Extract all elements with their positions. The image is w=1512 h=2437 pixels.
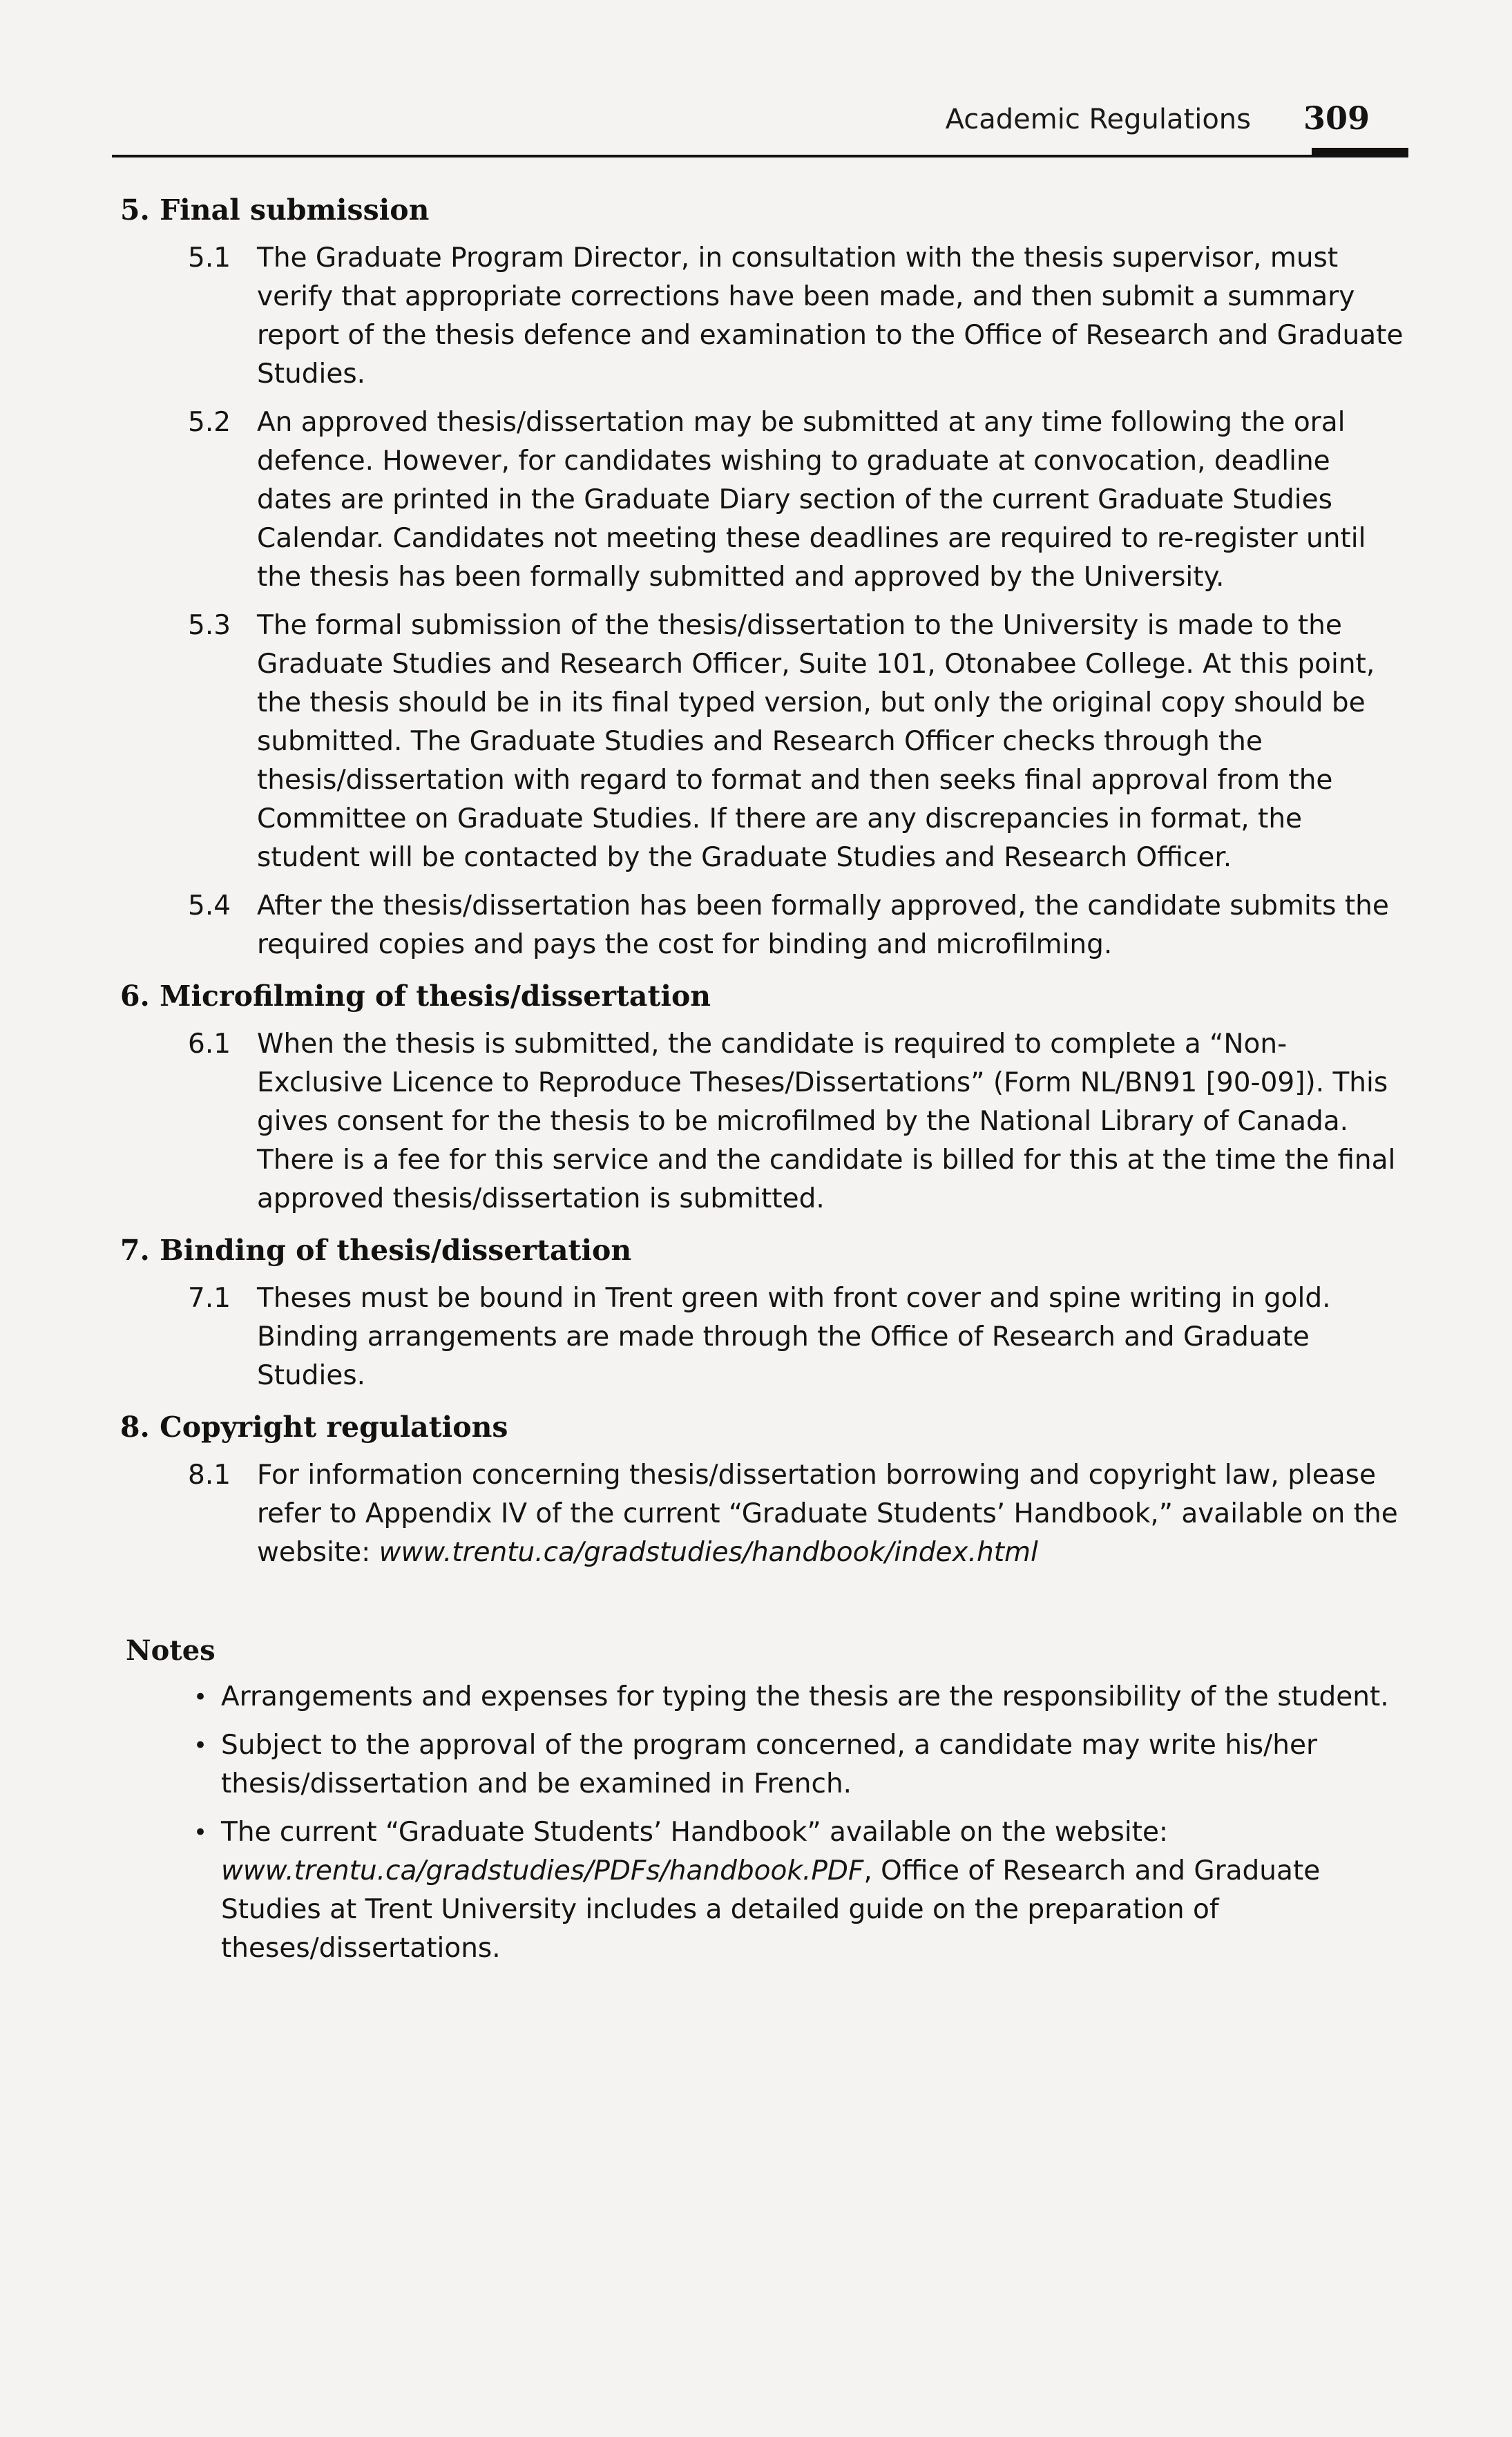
item-text: An approved thesis/dissertation may be submitted at any time following the oral defence. However, for candidates wishing to graduate at convocation, deadline dates are printed in the Graduate Diary section of the current Graduate Studies Calendar. Candidates not meeting these deadlines are required to re-register until the thesis has been formally submitted and approved by the University. bbox=[257, 407, 1366, 593]
section-heading: 5. Final submission bbox=[120, 193, 430, 227]
handbook-index-link[interactable]: www.trentu.ca/gradstudies/handbook/index.html bbox=[379, 1537, 1038, 1568]
item-text bbox=[257, 1456, 1404, 1572]
note-item bbox=[193, 1726, 1410, 1804]
item-number: 5.1 bbox=[188, 242, 231, 274]
handbook-pdf-link[interactable]: www.trentu.ca/gradstudies/PDFs/handbook.PDF bbox=[221, 1855, 864, 1886]
list-item bbox=[188, 403, 1410, 597]
item-number: 5.4 bbox=[188, 890, 231, 921]
item-number: 8.1 bbox=[188, 1460, 231, 1491]
list-item bbox=[188, 239, 1410, 394]
item-text: The formal submission of the thesis/dissertation to the University is made to the Graduate Studies and Research Officer, Suite 101, Otonabee College. At this point, the thesis should be in its final typed version, but only the original copy should be submitted. The Graduate Studies and Research Officer checks through the thesis/dissertation with regard to format and then seeks final approval from the Committee on Graduate Studies. If there are any discrepancies in format, the student will be contacted by the Graduate Studies and Research Officer. bbox=[257, 610, 1375, 873]
note-text-before: The current “Graduate Students’ Handbook” available on the website: bbox=[221, 1817, 1169, 1848]
note-text: Arrangements and expenses for typing the thesis are the responsibility of the student. bbox=[221, 1681, 1389, 1712]
section-final-submission bbox=[112, 193, 1410, 964]
running-header bbox=[112, 97, 1408, 157]
item-text: The Graduate Program Director, in consultation with the thesis supervisor, must verify that appropriate corrections have been made, and then submit a summary report of the thesis defence and examination to the Office of Research and Graduate Studies. bbox=[257, 242, 1404, 390]
page-number: 309 bbox=[1303, 99, 1370, 137]
section-microfilming bbox=[112, 979, 1410, 1218]
note-text-after: , Office of Research and Graduate Studies at Trent University includes a detailed guide on the preparation of theses/dissertations. bbox=[221, 1855, 1321, 1964]
section-heading: 6. Microfilming of thesis/dissertation bbox=[120, 979, 711, 1013]
section-heading: 8. Copyright regulations bbox=[120, 1411, 508, 1444]
bullet-icon: • bbox=[193, 1732, 208, 1759]
note-text bbox=[221, 1813, 1409, 1968]
item-text: Theses must be bound in Trent green with front cover and spine writing in gold. Binding arrangements are made through the Office of Research and Graduate Studies. bbox=[257, 1283, 1331, 1391]
page-body bbox=[112, 193, 1410, 1978]
item-number: 7.1 bbox=[188, 1283, 231, 1314]
note-item bbox=[193, 1813, 1410, 1968]
section-binding bbox=[112, 1234, 1410, 1395]
list-item bbox=[188, 1025, 1410, 1218]
notes-section bbox=[112, 1634, 1410, 1968]
item-text: After the thesis/dissertation has been formally approved, the candidate submits the required copies and pays the cost for binding and microfilming. bbox=[257, 890, 1389, 960]
item-text-body: For information concerning thesis/dissertation borrowing and copyright law, please refer to Appendix IV of the current “Graduate Students’ Handbook,” available on the website: bbox=[257, 1460, 1398, 1568]
list-item bbox=[188, 606, 1410, 877]
item-text: When the thesis is submitted, the candidate is required to complete a “Non-Exclusive Licence to Reproduce Theses/Dissertations” (Form NL/BN91 [90-09]). This gives consent for the thesis to be microfilmed by the National Library of Canada. There is a fee for this service and the candidate is billed for this at the time the final approved thesis/dissertation is submitted. bbox=[257, 1029, 1396, 1214]
bullet-icon: • bbox=[193, 1819, 208, 1846]
item-number: 5.2 bbox=[188, 407, 231, 438]
header-section-title: Academic Regulations bbox=[945, 104, 1251, 135]
section-copyright bbox=[112, 1411, 1410, 1572]
item-number: 5.3 bbox=[188, 610, 231, 641]
header-rule bbox=[112, 155, 1408, 157]
list-item bbox=[188, 1456, 1410, 1572]
bullet-icon: • bbox=[193, 1683, 208, 1711]
note-item bbox=[193, 1678, 1410, 1717]
header-tab-block bbox=[1312, 148, 1408, 157]
item-number: 6.1 bbox=[188, 1029, 231, 1060]
note-text: Subject to the approval of the program concerned, a candidate may write his/her thesis/dissertation and be examined in French. bbox=[221, 1730, 1317, 1799]
section-heading: 7. Binding of thesis/dissertation bbox=[120, 1234, 632, 1267]
list-item bbox=[188, 1279, 1410, 1395]
list-item bbox=[188, 887, 1410, 964]
notes-heading: Notes bbox=[126, 1634, 216, 1667]
